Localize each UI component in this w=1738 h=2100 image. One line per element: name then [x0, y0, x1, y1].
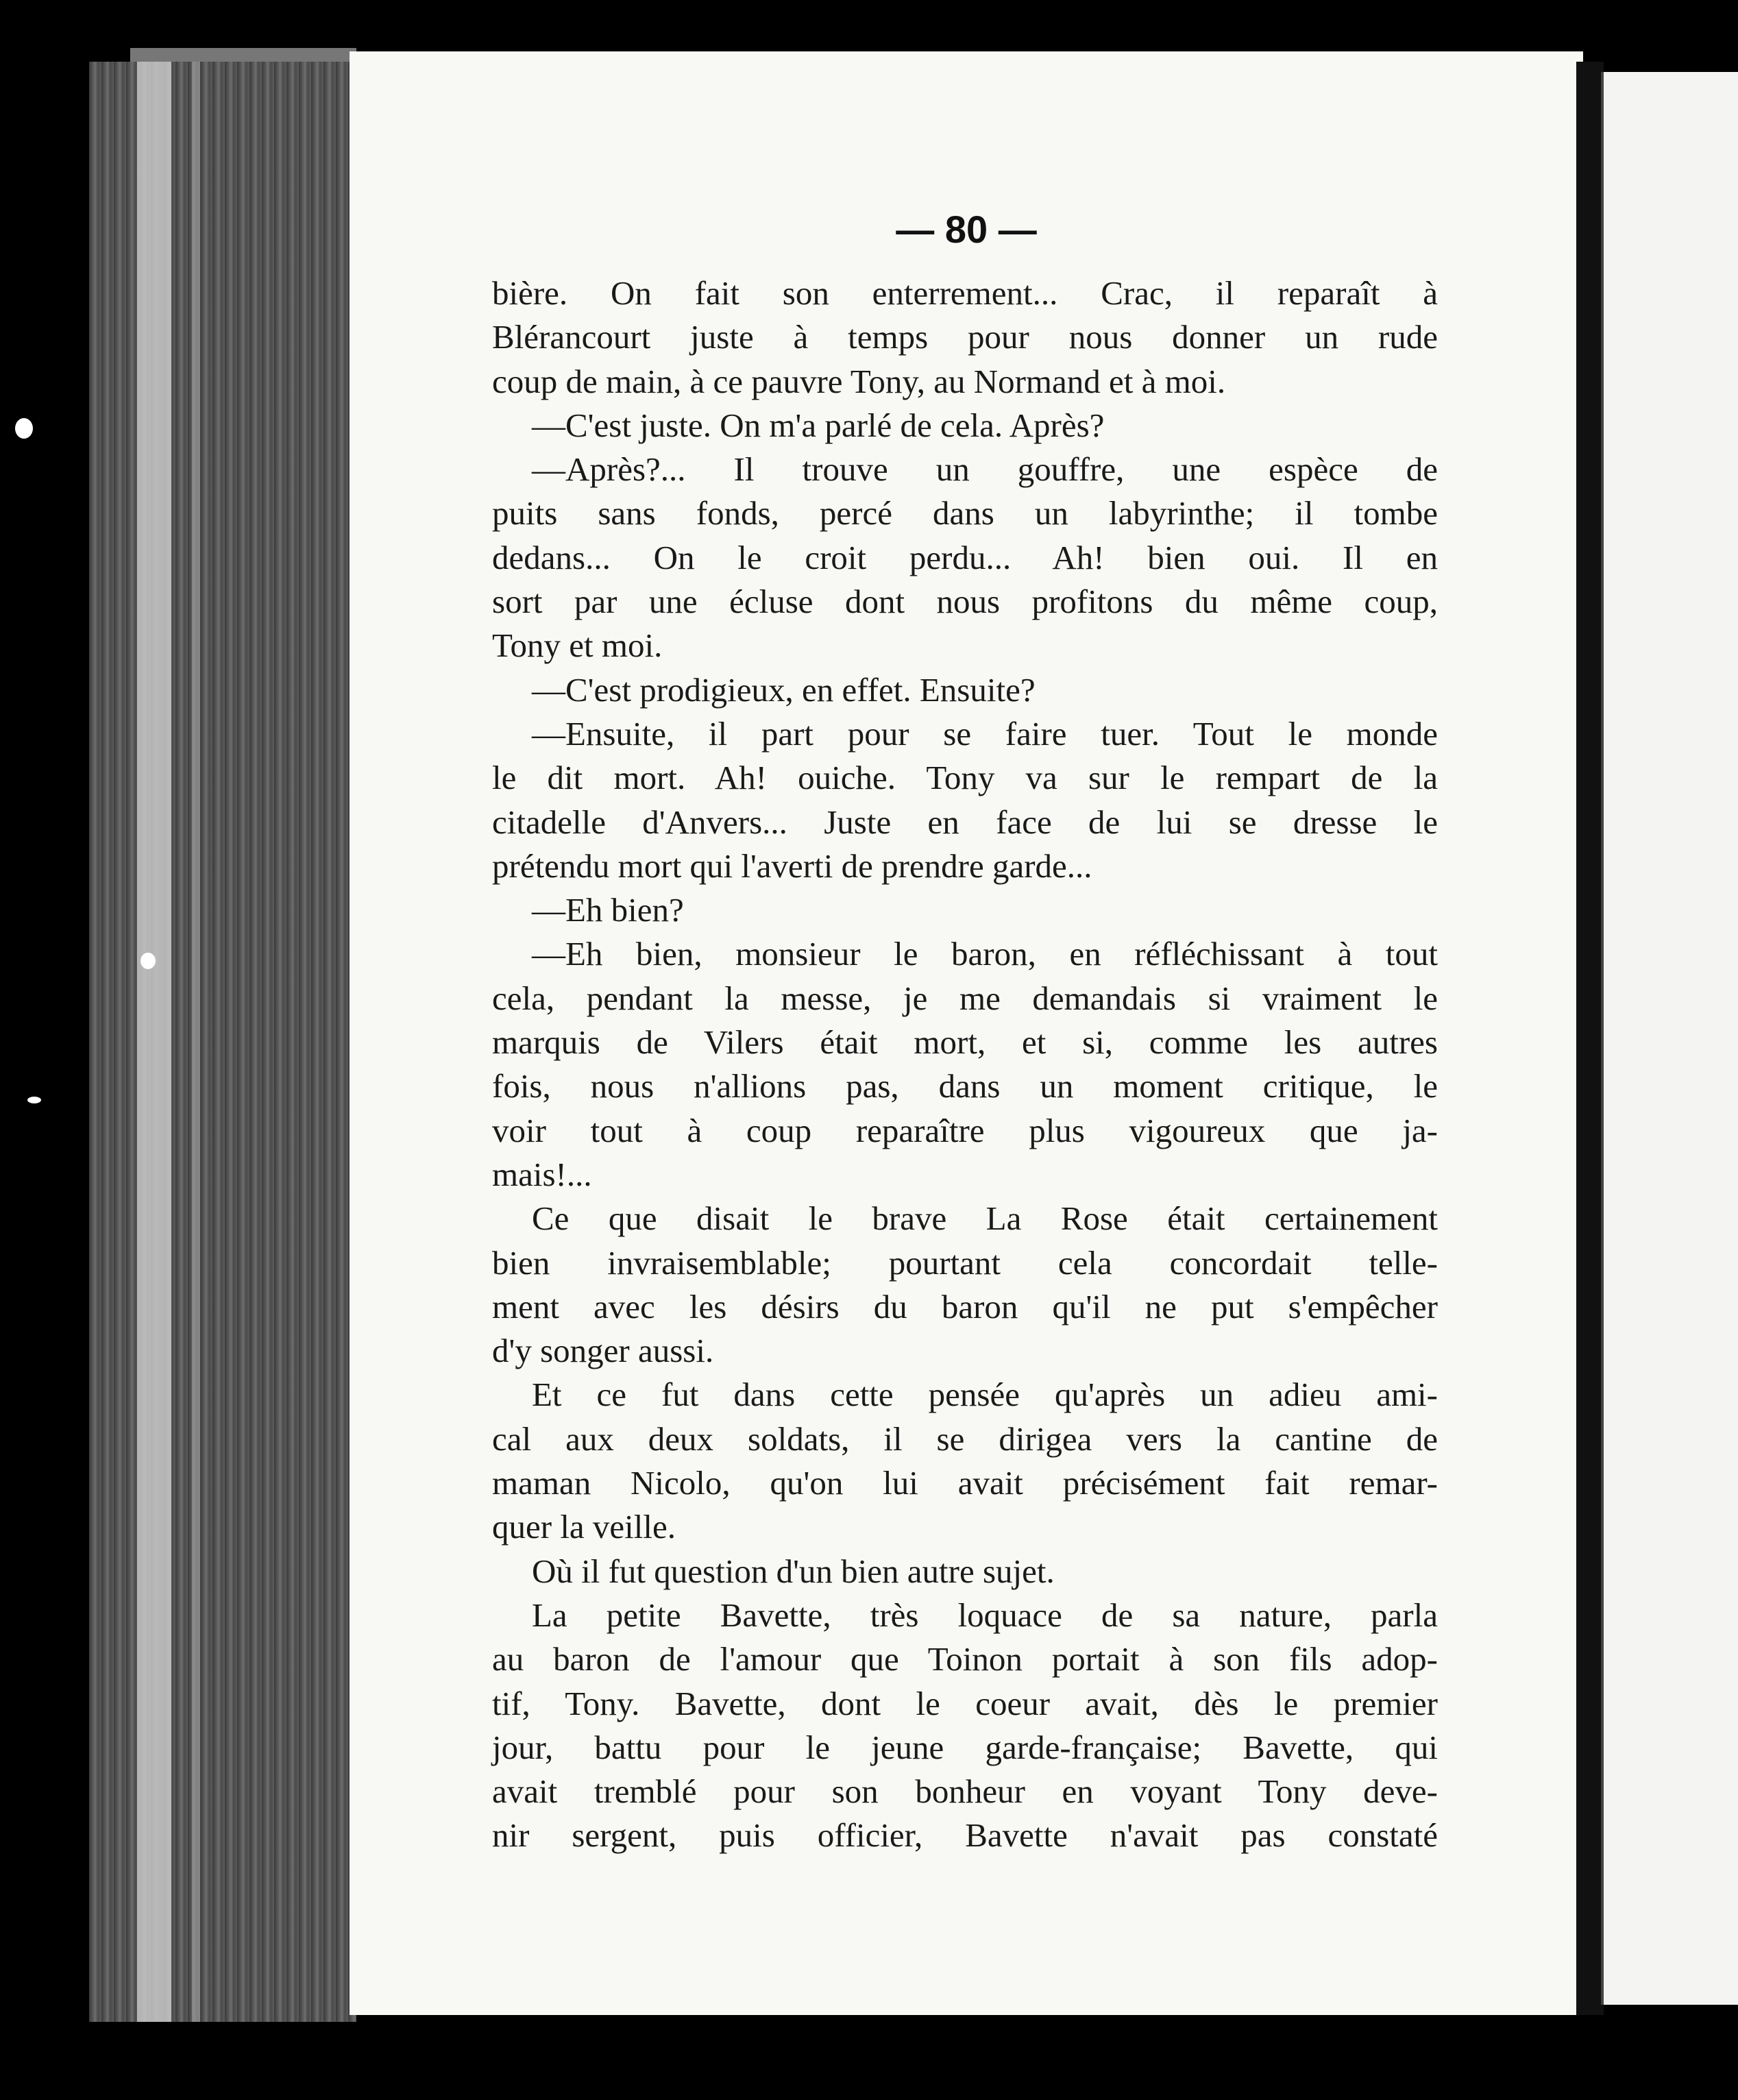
text-line: jour, battu pour le jeune garde-française; Bavette, qui	[492, 1728, 1438, 1766]
text-line: La petite Bavette, très loquace de sa nature, parla	[532, 1596, 1438, 1634]
scan-speck	[140, 953, 156, 969]
text-line: Blérancourt juste à temps pour nous donner un rude	[492, 318, 1438, 356]
text-line: —Eh bien?	[532, 891, 684, 929]
text-line: quer la veille.	[492, 1508, 676, 1546]
text-line: —Ensuite, il part pour se faire tuer. Tout le monde	[532, 714, 1438, 753]
page-number: — 80 —	[896, 208, 1037, 251]
text-line: cela, pendant la messe, je me demandais si vraiment le	[492, 979, 1438, 1017]
scan-speck	[27, 1097, 41, 1103]
text-line: nir sergent, puis officier, Bavette n'avait pas constaté	[492, 1816, 1438, 1855]
text-line: dedans... On le croit perdu... Ah! bien oui. Il en	[492, 538, 1438, 576]
text-line: —Eh bien, monsieur le baron, en réfléchissant à tout	[532, 935, 1438, 973]
text-line: cal aux deux soldats, il se dirigea vers la cantine de	[492, 1419, 1438, 1458]
text-line: puits sans fonds, percé dans un labyrinthe; il tombe	[492, 494, 1438, 533]
text-line: Ce que disait le brave La Rose était certainement	[532, 1199, 1438, 1238]
text-line: Tony et moi.	[492, 626, 663, 665]
text-line: bien invraisemblable; pourtant cela concordait telle-	[492, 1243, 1438, 1282]
page-gutter	[1576, 62, 1604, 2015]
text-line: —C'est prodigieux, en effet. Ensuite?	[532, 670, 1036, 709]
page-text	[492, 271, 1438, 1858]
text-line: d'y songer aussi.	[492, 1332, 714, 1370]
text-line: voir tout à coup reparaître plus vigoureux que ja-	[492, 1111, 1438, 1149]
text-line: citadelle d'Anvers... Juste en face de lui se dresse le	[492, 803, 1438, 841]
book-page-edges	[89, 62, 356, 2022]
text-line: Où il fut question d'un bien autre sujet.	[532, 1552, 1055, 1590]
text-line: bière. On fait son enterrement... Crac, il reparaît à	[492, 274, 1438, 312]
text-line: marquis de Vilers était mort, et si, comme les autres	[492, 1023, 1438, 1062]
text-line: avait tremblé pour son bonheur en voyant Tony deve-	[492, 1772, 1438, 1811]
facing-page	[1604, 72, 1738, 2005]
text-line: le dit mort. Ah! ouiche. Tony va sur le rempart de la	[492, 759, 1438, 797]
text-line: tif, Tony. Bavette, dont le coeur avait, dès le premier	[492, 1684, 1438, 1722]
text-line: au baron de l'amour que Toinon portait à son fils adop-	[492, 1640, 1438, 1678]
text-line: mais!...	[492, 1155, 592, 1193]
scan-speck	[15, 418, 33, 439]
text-line: maman Nicolo, qu'on lui avait précisément fait remar-	[492, 1464, 1438, 1502]
text-line: ment avec les désirs du baron qu'il ne put s'empêcher	[492, 1287, 1438, 1326]
text-line: prétendu mort qui l'averti de prendre garde...	[492, 846, 1092, 885]
text-line: —C'est juste. On m'a parlé de cela. Après?	[532, 406, 1105, 444]
text-line: sort par une écluse dont nous profitons du même coup,	[492, 583, 1438, 621]
text-line: Et ce fut dans cette pensée qu'après un adieu ami-	[532, 1376, 1438, 1414]
text-line: fois, nous n'allions pas, dans un moment critique, le	[492, 1067, 1438, 1106]
text-line: —Après?... Il trouve un gouffre, une espèce de	[532, 450, 1438, 489]
text-line: coup de main, à ce pauvre Tony, au Normand et à moi.	[492, 362, 1226, 400]
